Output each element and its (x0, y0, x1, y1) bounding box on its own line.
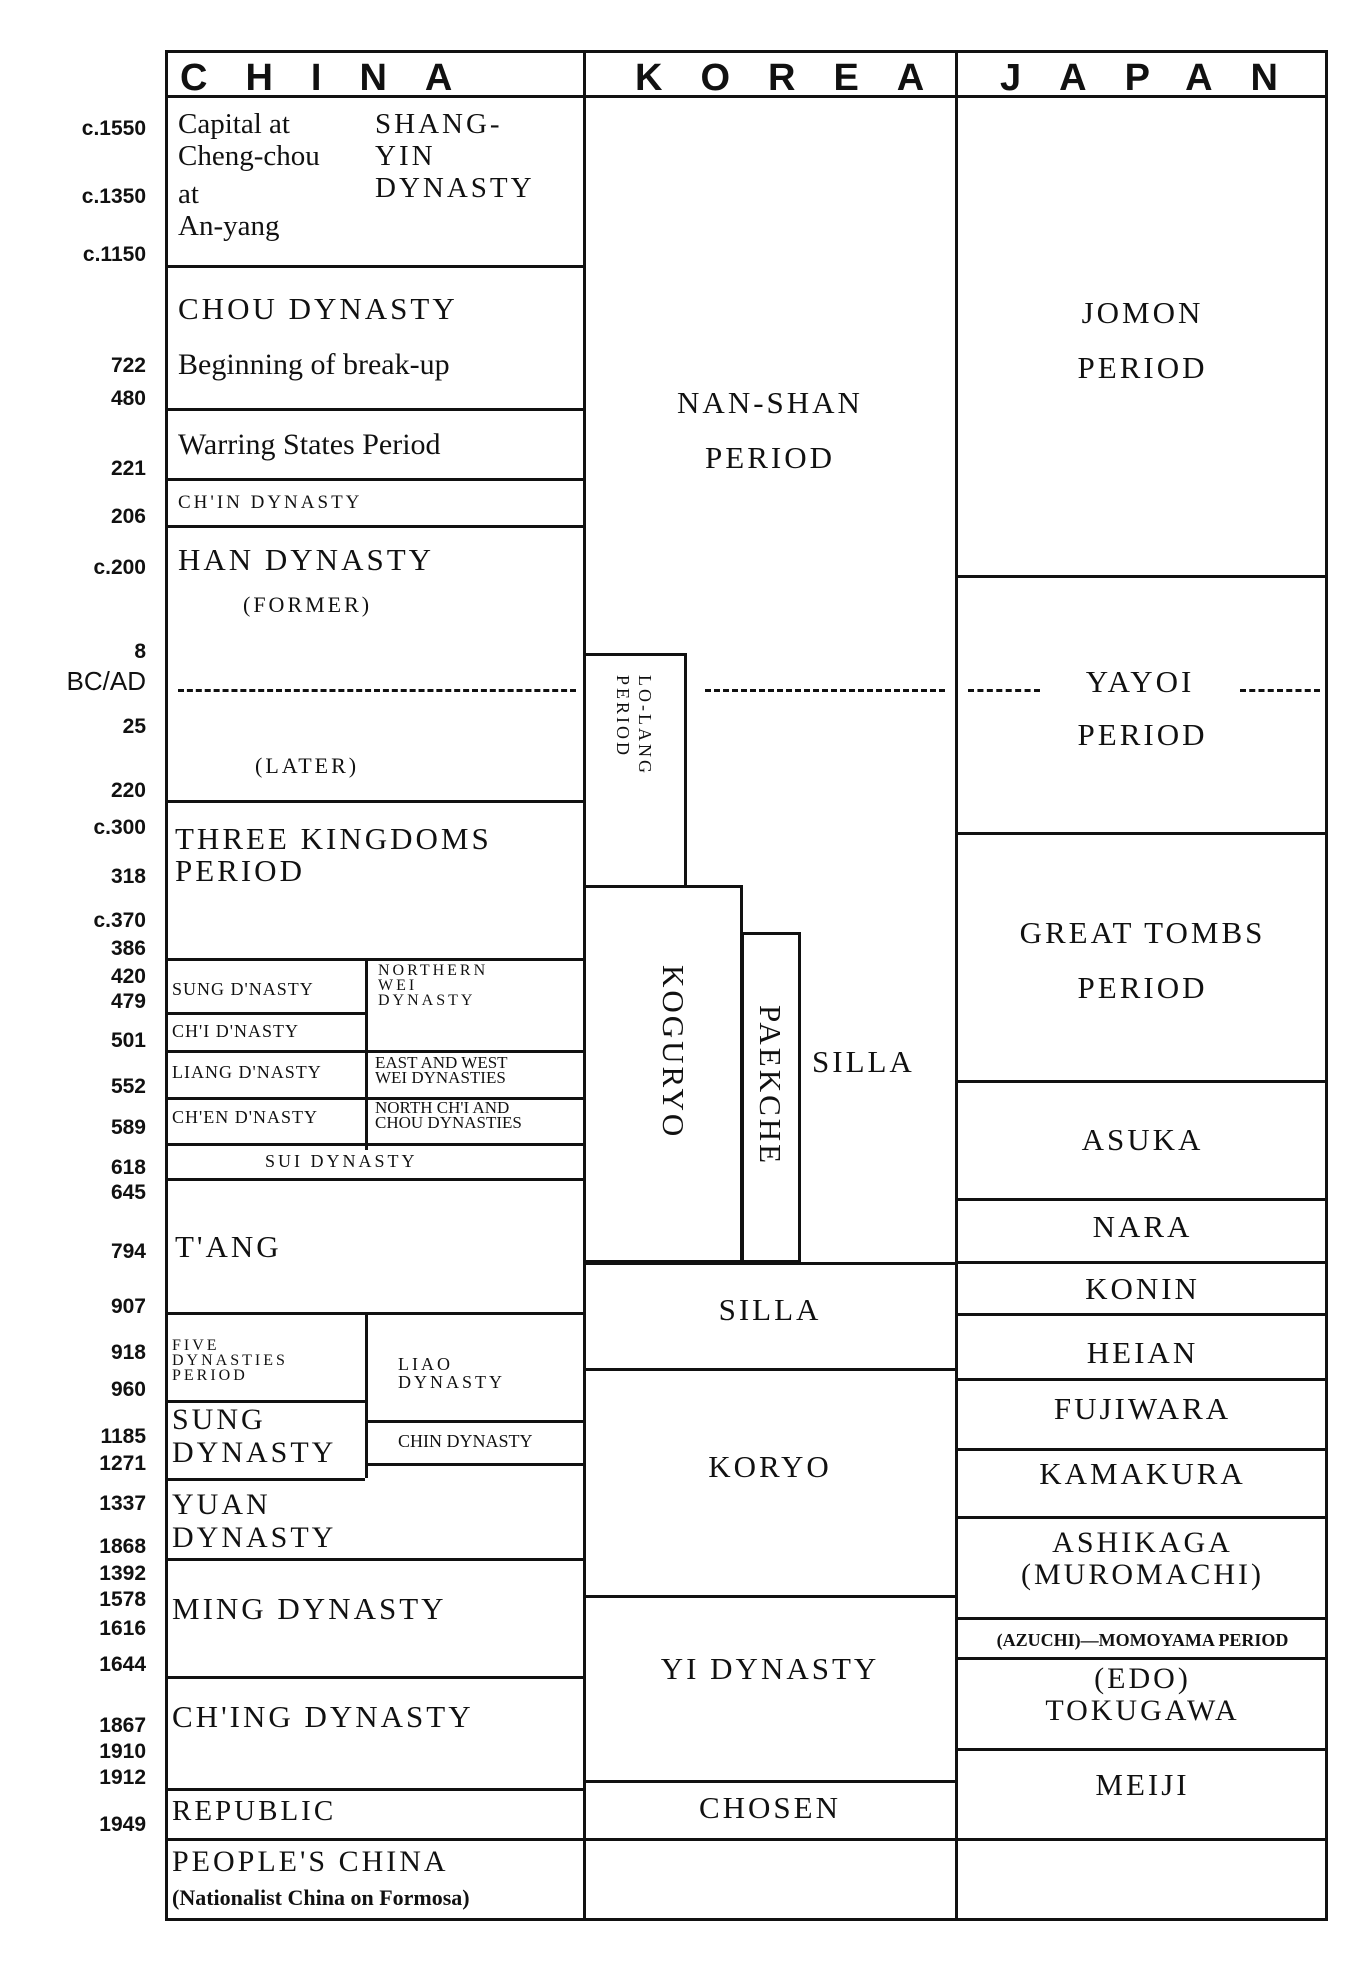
year-label: 1949 (99, 1813, 146, 1836)
korea-rule (583, 1780, 955, 1783)
china-rule (165, 525, 585, 528)
year-label: 1392 (99, 1562, 146, 1585)
year-label: 1616 (99, 1617, 146, 1640)
japan-rule (955, 1080, 1328, 1083)
korea-koryo: KORYO (708, 1449, 832, 1484)
japan-rule (955, 1748, 1328, 1751)
china-han-dynasty: HAN DYNASTY (178, 542, 435, 577)
year-label: 722 (110, 354, 146, 377)
year-label: 1912 (99, 1766, 146, 1789)
japan-rule (955, 1313, 1328, 1316)
korea-rule (583, 1368, 955, 1371)
china-rule (165, 1676, 585, 1679)
japan-nara: NARA (1092, 1209, 1193, 1244)
china-han-later: (LATER) (255, 753, 360, 778)
japan-rule (955, 1378, 1328, 1381)
column-divider-korea-japan (955, 50, 958, 1921)
china-three-kingdoms: THREE KINGDOMS PERIOD (175, 821, 492, 888)
japan-yayoi-period: PERIOD (1077, 717, 1208, 752)
year-label: 918 (110, 1341, 146, 1364)
china-rule (165, 1478, 365, 1481)
year-label: 318 (110, 865, 146, 888)
china-capital-anyang: at An-yang (178, 178, 280, 242)
year-label: 1867 (99, 1714, 146, 1737)
china-rule (165, 1558, 585, 1561)
china-chen-dynasty: CH'EN D'NASTY (172, 1107, 318, 1127)
japan-jomon-period: JOMON PERIOD (1077, 295, 1208, 385)
year-label: 794 (110, 1240, 146, 1263)
china-east-west-wei: EAST AND WEST WEI DYNASTIES (375, 1053, 508, 1087)
year-label: c.1550 (81, 117, 146, 140)
korea-koguryo: KOGURYO (656, 965, 691, 1140)
year-label: 618 (110, 1156, 146, 1179)
year-label: 25 (122, 715, 146, 738)
china-subdivider (365, 1312, 368, 1478)
japan-rule (955, 1198, 1328, 1201)
year-label: 480 (110, 387, 146, 410)
china-rule (365, 1420, 585, 1423)
year-label: 8 (134, 640, 146, 663)
korea-rule (583, 1595, 955, 1598)
japan-momoyama: (AZUCHI)—MOMOYAMA PERIOD (996, 1630, 1289, 1650)
korea-rule (583, 1262, 955, 1265)
korea-nanshan-period: NAN-SHAN PERIOD (677, 385, 863, 475)
china-rule (165, 1178, 585, 1181)
china-rule (165, 1788, 585, 1791)
china-subdivider (365, 958, 368, 1150)
year-label: 386 (110, 937, 146, 960)
china-rule (165, 800, 585, 803)
china-rule (165, 1012, 365, 1015)
year-label: 1578 (99, 1588, 146, 1611)
japan-rule (955, 1838, 1328, 1841)
year-label: 960 (110, 1378, 146, 1401)
china-ming-dynasty: MING DYNASTY (172, 1591, 447, 1626)
year-label: 221 (110, 457, 146, 480)
china-sui-dynasty: SUI DYNASTY (265, 1151, 418, 1171)
japan-great-tombs: GREAT TOMBS PERIOD (1019, 915, 1266, 1005)
year-label: 1271 (99, 1452, 146, 1475)
japan-rule (955, 1448, 1328, 1451)
year-label: 206 (110, 505, 146, 528)
china-han-former: (FORMER) (243, 592, 373, 617)
japan-rule (955, 575, 1328, 578)
japan-konin: KONIN (1085, 1271, 1200, 1306)
year-label: 645 (110, 1181, 146, 1204)
china-tang: T'ANG (175, 1229, 282, 1264)
year-label: c.200 (93, 556, 146, 579)
year-label: 1185 (100, 1425, 146, 1448)
china-rule (165, 1312, 585, 1315)
japan-ashikaga: ASHIKAGA (MUROMACHI) (1021, 1526, 1264, 1591)
china-shang-yin: SHANG- YIN DYNASTY (375, 108, 535, 204)
korea-yi-dynasty: YI DYNASTY (660, 1651, 880, 1686)
bc-ad-line-china (178, 689, 576, 692)
china-chi-dynasty: CH'I D'NASTY (172, 1021, 299, 1041)
china-rule (165, 265, 585, 268)
bc-ad-line-japan-left (968, 689, 1040, 692)
japan-rule (955, 832, 1328, 835)
year-label: 479 (110, 990, 146, 1013)
japan-rule (955, 1516, 1328, 1519)
china-peoples-china: PEOPLE'S CHINA (172, 1845, 449, 1878)
year-label: c.1350 (81, 185, 146, 208)
korea-chosen: CHOSEN (698, 1790, 841, 1825)
china-north-chi-chou: NORTH CH'I AND CHOU DYNASTIES (375, 1098, 522, 1132)
korea-silla-1: SILLA (812, 1044, 915, 1079)
china-nationalist-formosa: (Nationalist China on Formosa) (172, 1885, 470, 1910)
year-label: c.1150 (82, 243, 146, 266)
year-label: 1910 (99, 1740, 146, 1763)
china-warring-states: Warring States Period (178, 428, 441, 461)
year-label: 501 (110, 1029, 146, 1052)
japan-yayoi: YAYOI (1085, 664, 1195, 699)
china-chin-dynasty-2: CHIN DYNASTY (398, 1431, 533, 1451)
year-label: 552 (110, 1075, 146, 1098)
china-rule (165, 1143, 585, 1146)
china-sung-dynasty: SUNG DYNASTY (172, 1403, 337, 1469)
year-label: 589 (110, 1116, 146, 1139)
japan-kamakura: KAMAKURA (1039, 1456, 1246, 1491)
china-rule (165, 478, 585, 481)
year-label: 220 (110, 779, 146, 802)
china-chou-dynasty: CHOU DYNASTY (178, 291, 458, 326)
korea-lolang-period: LO-LANG PERIOD (613, 675, 655, 776)
year-label: 1644 (99, 1653, 146, 1676)
japan-rule (955, 1657, 1328, 1660)
japan-heian: HEIAN (1086, 1335, 1199, 1370)
china-rule (165, 958, 585, 961)
china-sung-south: SUNG D'NASTY (172, 979, 314, 999)
japan-fujiwara: FUJIWARA (1053, 1391, 1232, 1426)
korea-rule (583, 1838, 955, 1841)
china-liao-dynasty: LIAO DYNASTY (398, 1354, 506, 1392)
china-rule (165, 1838, 585, 1841)
china-republic: REPUBLIC (172, 1795, 337, 1827)
china-five-dynasties: FIVE DYNASTIES PERIOD (172, 1337, 288, 1384)
china-rule (165, 408, 585, 411)
china-yuan-dynasty: YUAN DYNASTY (172, 1488, 337, 1554)
china-ching-dynasty: CH'ING DYNASTY (172, 1699, 474, 1734)
header-china: CHINA (180, 57, 491, 99)
japan-rule (955, 1261, 1328, 1264)
japan-edo-tokugawa: (EDO) TOKUGAWA (1045, 1662, 1240, 1727)
china-northern-wei: NORTHERN WEI DYNASTY (378, 962, 489, 1009)
korea-paekche: PAEKCHE (753, 1005, 788, 1167)
bc-ad-line-korea (705, 689, 945, 692)
china-capital-chengchou: Capital at Cheng-chou (178, 108, 320, 172)
japan-meiji: MEIJI (1095, 1767, 1190, 1802)
bc-ad-line-japan-right (1240, 689, 1320, 692)
japan-rule (955, 1617, 1328, 1620)
year-label: BC/AD (66, 666, 146, 696)
china-chou-breakup: Beginning of break-up (178, 348, 450, 381)
year-label: 1337 (99, 1492, 146, 1515)
year-label: 907 (110, 1295, 146, 1318)
china-liang-dynasty: LIANG D'NASTY (172, 1062, 322, 1082)
korea-silla-2: SILLA (718, 1292, 822, 1327)
china-chin-dynasty: CH'IN DYNASTY (178, 492, 363, 513)
year-label: 420 (110, 965, 146, 988)
japan-asuka: ASUKA (1081, 1122, 1204, 1157)
year-label: 1868 (99, 1535, 146, 1558)
year-label: c.370 (93, 909, 146, 932)
year-label: c.300 (93, 816, 146, 839)
header-japan: JAPAN (1000, 57, 1316, 99)
header-korea: KOREA (635, 57, 963, 99)
china-rule (365, 1463, 585, 1466)
